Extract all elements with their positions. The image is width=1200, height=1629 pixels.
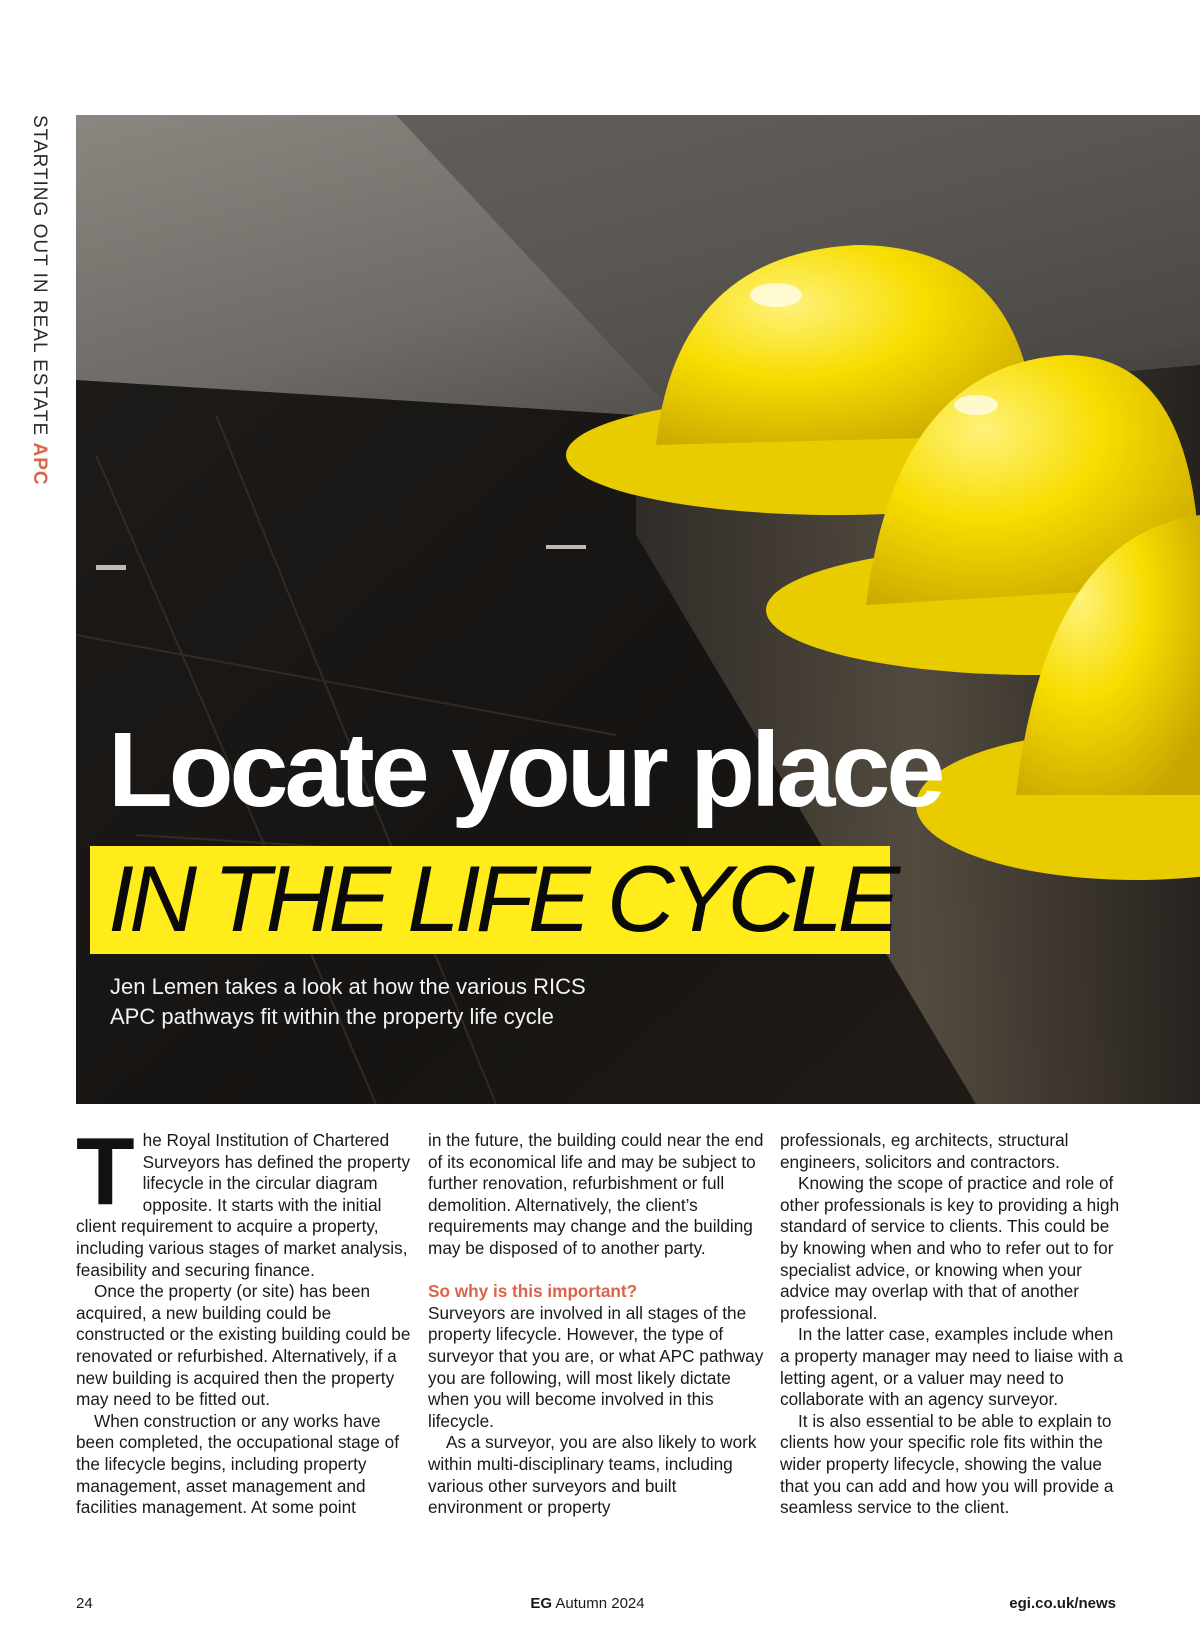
standfirst-line: APC pathways fit within the property life cycle <box>110 1004 554 1029</box>
website-link[interactable]: egi.co.uk/news <box>1009 1595 1116 1612</box>
paragraph: Surveyors are involved in all stages of the property lifecycle. However, the type of surveyor that you are, or what APC pathway you are following, will most likely dictate when you will become involved in this lifecycle. <box>428 1302 764 1431</box>
hero-image <box>76 115 1200 1104</box>
hard-hats-photo <box>76 115 1200 1104</box>
section-running-head <box>28 115 50 486</box>
body-column-1 <box>76 1118 421 1519</box>
subheading: So why is this important? <box>428 1281 638 1302</box>
section-accent-label: APC <box>29 442 50 486</box>
drop-cap: T <box>76 1118 135 1225</box>
publication-issue: Autumn 2024 <box>552 1595 645 1612</box>
section-label: STARTING OUT IN REAL ESTATE <box>29 115 50 443</box>
paragraph: Once the property (or site) has been acquired, a new building could be constructed or the existing building could be renovated or refurbished. Alternatively, if a new building is acquired then the property may need to be fitted out. <box>76 1281 411 1410</box>
body-column-3 <box>780 1130 1125 1519</box>
headline: Locate your place <box>108 711 942 829</box>
paragraph: in the future, the building could near the end of its economical life and may be subject to further renovation, refurbishment or full demolition. Alternatively, the client’s requirements may change and the building may be disposed of to another party. <box>428 1130 764 1258</box>
body-column-2 <box>428 1130 773 1519</box>
paragraph: As a surveyor, you are also likely to work within multi-disciplinary teams, including various other surveyors and built environment or property <box>428 1432 757 1518</box>
paragraph: Knowing the scope of practice and role of other professionals is key to providing a high standard of service to clients. This could be by knowing when and who to refer out to for specialist advice, or knowing when your advice may overlap with that of another professional. <box>780 1173 1120 1323</box>
kicker: IN THE LIFE CYCLE <box>108 846 896 951</box>
paragraph <box>76 1118 421 1281</box>
standfirst <box>110 972 670 1032</box>
publication-info <box>0 1595 1175 1612</box>
page-number: 24 <box>76 1595 93 1612</box>
paragraph: professionals, eg architects, structural engineers, solicitors and contractors. <box>780 1130 1069 1172</box>
paragraph: When construction or any works have been completed, the occupational stage of the lifecycle begins, including property management, asset management and facilities management. At some point <box>76 1410 399 1518</box>
publication-name: EG <box>530 1595 553 1612</box>
paragraph-text: he Royal Institution of Chartered Surveyors has defined the property lifecycle in the circular diagram opposite. It starts with the initial client requirement to acquire a property, including various stages of market analysis, feasibility and securing finance. <box>76 1130 411 1280</box>
paragraph: It is also essential to be able to explain to clients how your specific role fits within the wider property lifecycle, showing the value that you can add and how you will provide a seamless service to the client. <box>780 1410 1114 1518</box>
paragraph: In the latter case, examples include when a property manager may need to liaise with a letting agent, or a valuer may need to collaborate with an agency surveyor. <box>780 1324 1123 1410</box>
standfirst-line: Jen Lemen takes a look at how the various RICS <box>110 974 586 999</box>
